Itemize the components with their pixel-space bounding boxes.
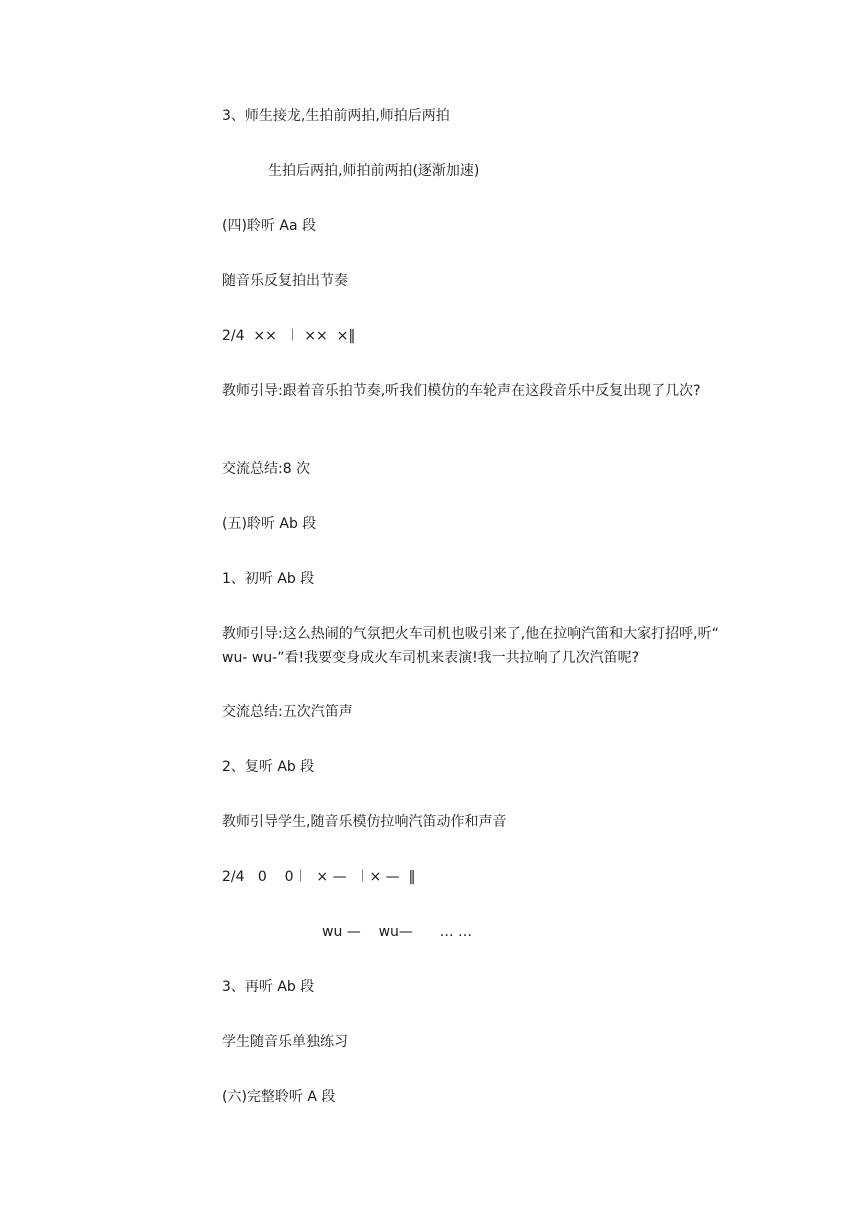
summary-1: 交流总结:8 次 <box>222 461 311 477</box>
step-3-listen-again: 3、再听 Ab 段 <box>222 979 315 995</box>
step-1-first-listen: 1、初听 Ab 段 <box>222 571 315 587</box>
rhythm-notation-1: 2/4 ×× ︱ ×× ×‖ <box>222 328 356 344</box>
summary-2: 交流总结:五次汽笛声 <box>222 704 353 720</box>
paragraph-solo-practice: 学生随音乐单独练习 <box>222 1034 348 1050</box>
paragraph-clap-rhythm: 随音乐反复拍出节奏 <box>222 273 348 289</box>
step-2-relisten: 2、复听 Ab 段 <box>222 759 315 775</box>
step-3-relay: 3、师生接龙,生拍前两拍,师拍后两拍 <box>222 108 450 124</box>
rhythm-notation-2: 2/4 0 0︱ × — ︱× — ‖ <box>222 869 416 885</box>
section-6-heading: (六)完整聆听 A 段 <box>222 1089 336 1105</box>
teacher-guide-3: 教师引导学生,随音乐模仿拉响汽笛动作和声音 <box>222 814 507 830</box>
section-4-heading: (四)聆听 Aa 段 <box>222 218 316 234</box>
lyrics-wu: wu — wu— … … <box>322 924 473 940</box>
relay-reverse-line: 生拍后两拍,师拍前两拍(逐渐加速) <box>268 163 480 179</box>
teacher-guide-2: 教师引导:这么热闹的气氛把火车司机也吸引来了,他在拉响汽笛和大家打招呼,听“ wu- wu-”看!我要变身成火车司机来表演!我一共拉响了几次汽笛呢? <box>222 626 719 666</box>
section-5-heading: (五)聆听 Ab 段 <box>222 516 317 532</box>
teacher-guide-1: 教师引导:跟着音乐拍节奏,听我们模仿的车轮声在这段音乐中反复出现了几次? <box>222 383 701 399</box>
